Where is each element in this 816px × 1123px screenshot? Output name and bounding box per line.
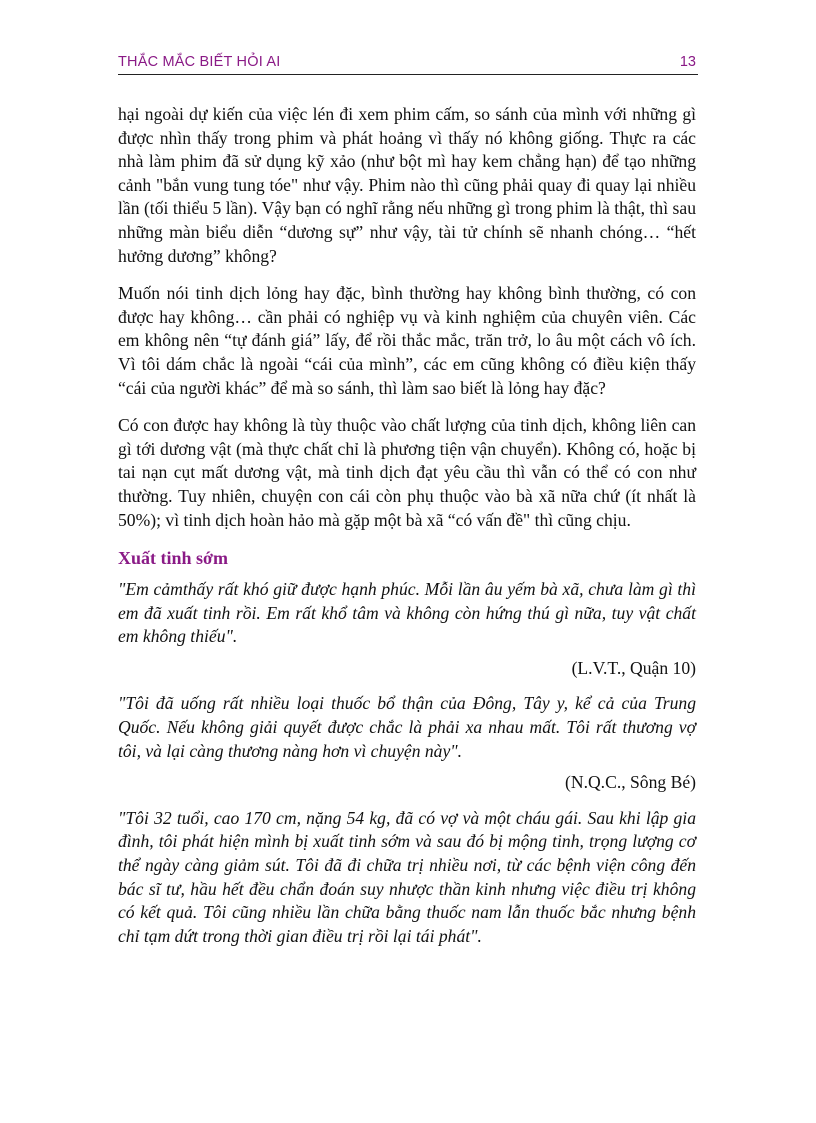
page-body xyxy=(118,103,696,956)
body-paragraph-1: hại ngoài dự kiến của việc lén đi xem phim cấm, so sánh của mình với những gì được nhìn thấy trong phim và phát hoảng vì thấy nó không giống. Thực ra các nhà làm phim đã sử dụng kỹ xảo (như bột mì hay kem chẳng hạn) để tạo những cảnh "bắn vung tung tóe" như vậy. Phim nào thì cũng phải quay đi quay lại nhiều lần (tối thiểu 5 lần). Vậy bạn có nghĩ rằng nếu những gì trong phim là thật, thì sau những màn biểu diễn “dương sự” như vậy, tài tử chính sẽ nhanh chóng… “hết hưởng dương” không? xyxy=(118,104,696,266)
running-title: THẮC MẮC BIẾT HỎI AI xyxy=(118,54,281,70)
body-paragraph-2: Muốn nói tinh dịch lỏng hay đặc, bình thường hay không bình thường, có con được hay không… cần phải có nghiệp vụ và kinh nghiệm của chuyên viên. Các em không nên “tự đánh giá” lấy, để rồi thắc mắc, trăn trở, lo âu một cách vô ích. Vì tôi dám chắc là ngoài “cái của mình”, các em cũng không có điều kiện thấy “cái của người khác” để mà so sánh, thì làm sao biết là lỏng hay đặc? xyxy=(118,283,696,398)
section-heading: Xuất tinh sớm xyxy=(118,548,228,569)
letter-signature-2: (N.Q.C., Sông Bé) xyxy=(565,772,696,793)
page-header xyxy=(118,52,698,75)
reader-letter-2: "Tôi đã uống rất nhiều loại thuốc bổ thận của Đông, Tây y, kể cả của Trung Quốc. Nếu không giải quyết được chắc là phải xa nhau mất. Tôi rất thương vợ tôi, và lại càng thương nàng hơn vì chuyện này". xyxy=(118,693,696,761)
body-paragraph-3: Có con được hay không là tùy thuộc vào chất lượng của tinh dịch, không liên can gì tới dương vật (mà thực chất chỉ là phương tiện vận chuyển). Không có, hoặc bị tai nạn cụt mất dương vật, mà tinh dịch đạt yêu cầu thì vẫn có thể có con như thường. Tuy nhiên, chuyện con cái còn phụ thuộc vào bà xã nữa chứ (ít nhất là 50%); vì tinh dịch hoàn hảo mà gặp một bà xã “có vấn đề" thì cũng chịu. xyxy=(118,415,696,530)
reader-letter-3: "Tôi 32 tuổi, cao 170 cm, nặng 54 kg, đã có vợ và một cháu gái. Sau khi lập gia đình, tôi phát hiện mình bị xuất tinh sớm và sau đó bị mộng tinh, trọng lượng cơ thể ngày càng giảm sút. Tôi đã đi chữa trị nhiều nơi, từ các bệnh viện công đến bác sĩ tư, hầu hết đều chẩn đoán suy nhược thần kinh nhưng việc điều trị không có kết quả. Tôi cũng nhiều lần chữa bằng thuốc nam lẫn thuốc bắc nhưng bệnh chỉ tạm dứt trong thời gian điều trị rồi lại tái phát". xyxy=(118,807,696,946)
letter-signature-1: (L.V.T., Quận 10) xyxy=(571,657,696,678)
reader-letter-1: "Em cảmthấy rất khó giữ được hạnh phúc. Mỗi lần âu yếm bà xã, chưa làm gì thì em đã xuất tinh rồi. Em rất khổ tâm và không còn hứng thú gì nữa, tuy vật chất em không thiếu". xyxy=(118,579,696,647)
page-number: 13 xyxy=(679,54,696,70)
